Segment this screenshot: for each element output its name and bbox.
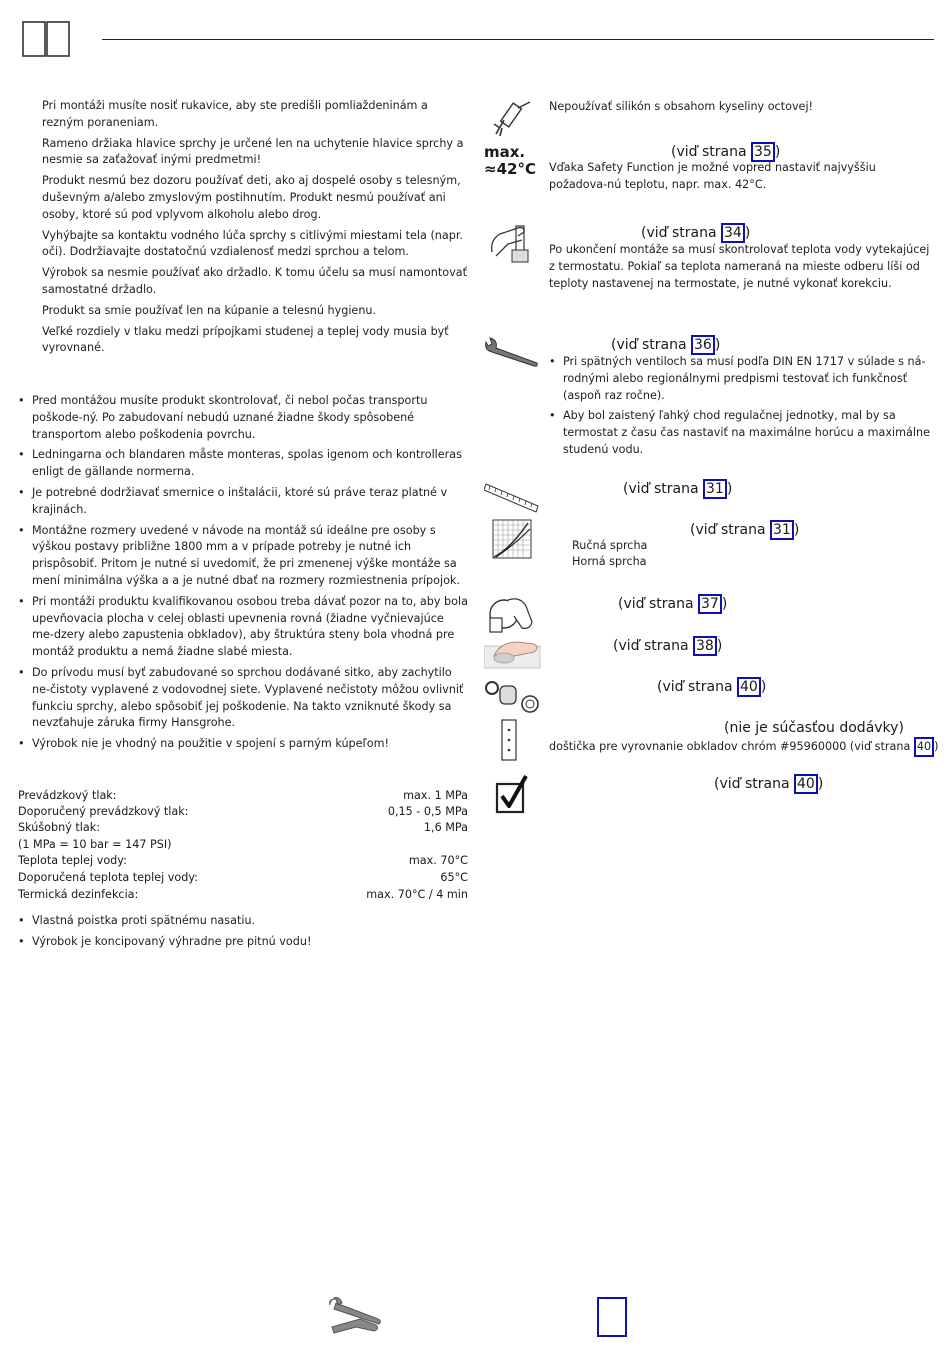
page-link-31b[interactable]: 31 bbox=[770, 520, 794, 540]
spec-label: Skúšobný tlak: bbox=[18, 821, 100, 834]
page-link-38[interactable]: 38 bbox=[693, 636, 717, 656]
spec-row bbox=[18, 870, 468, 887]
ref-prefix: (viď strana bbox=[690, 522, 770, 538]
safety-section bbox=[42, 98, 470, 357]
install-bullet: • Výrobok nie je vhodný na použitie v spojení s parným kúpeľom! bbox=[18, 736, 468, 753]
wrench-icon bbox=[482, 336, 540, 372]
flow-ref bbox=[690, 520, 799, 540]
install-bullet: • Do prívodu musí byť zabudované so sprchou dodávané sitko, aby zachytilo ne-čistoty vyplavené z vodovodnej siete. Vyplavené nečistoty môžou ovlivniť funkciu sprchy, alebo spôsobiť jej poškodenie. Na takto vzniknuté škody sa nevzťahuje záruka firmy Hansgrohe. bbox=[18, 665, 468, 732]
spec-label: Doporučený prevádzkový tlak: bbox=[18, 805, 189, 818]
install-bullet: • Ledningarna och blandaren måste monteras, spolas igenom och kontrolleras enligt de gällande normerna. bbox=[18, 447, 468, 481]
ref-suffix: ) bbox=[934, 740, 939, 753]
ref-prefix: (viď strana bbox=[657, 679, 737, 695]
service-ref bbox=[611, 335, 720, 355]
max-temp-icon bbox=[484, 144, 544, 182]
spec-row bbox=[18, 788, 468, 805]
safety-function-ref bbox=[671, 142, 780, 162]
safety-item: Produkt sa smie používať len na kúpanie a telesnú hygienu. bbox=[42, 303, 377, 317]
service-bullet: • Aby bol zaistený ľahký chod regulačnej jednotky, mal by sa termostat z času čas nastaviť na maximálne horúcu a maximálne studenú vodu. bbox=[549, 408, 937, 458]
spec-label: Prevádzkový tlak: bbox=[18, 789, 117, 802]
parts-ref bbox=[657, 677, 766, 697]
safety-function-text: Vďaka Safety Function je možné vopred nastaviť najvyššiu požadova-nú teplotu, napr. max. 42°C. bbox=[549, 161, 876, 191]
spec-row bbox=[18, 820, 468, 837]
ref-suffix: ) bbox=[726, 481, 733, 497]
spec-value: 0,15 - 0,5 MPa bbox=[387, 805, 468, 818]
spec-label: Doporučená teplota teplej vody: bbox=[18, 871, 198, 884]
spec-label: Termická dezinfekcia: bbox=[18, 888, 139, 901]
ref-suffix: ) bbox=[817, 776, 824, 792]
flow-diagram-icon bbox=[492, 519, 532, 559]
spec-value: max. 70°C bbox=[408, 854, 468, 867]
spec-label: Teplota teplej vody: bbox=[18, 854, 127, 867]
book-icon bbox=[22, 20, 70, 58]
spec-value: max. 1 MPa bbox=[403, 789, 468, 802]
footer-frame-icon bbox=[597, 1297, 627, 1337]
flow-item: Horná sprcha bbox=[572, 555, 647, 568]
spare-parts-icon bbox=[484, 678, 542, 714]
adjust-text: Po ukončení montáže sa musí skontrolovať teplota vody vytekajúcej z termostatu. Pokiaľ sa teplota nameraná na mieste odberu líši od teploty nastavenej na termostate, je nutné vykonať korekciu. bbox=[549, 243, 930, 290]
spec-notes bbox=[18, 913, 468, 951]
temp-label: ≈42°C bbox=[484, 160, 536, 178]
spec-row bbox=[18, 837, 468, 854]
hand-operation-icon bbox=[486, 592, 536, 636]
page-link-40a[interactable]: 40 bbox=[737, 677, 761, 697]
spec-value: 1,6 MPa bbox=[423, 821, 468, 834]
page-link-35[interactable]: 35 bbox=[751, 142, 775, 162]
page-link-37[interactable]: 37 bbox=[698, 594, 722, 614]
ref-suffix: ) bbox=[716, 638, 723, 654]
ref-prefix: (viď strana bbox=[623, 481, 703, 497]
spec-note: • Výrobok je koncipovaný výhradne pre pitnú vodu! bbox=[18, 934, 468, 951]
spec-row bbox=[18, 887, 468, 904]
ref-suffix: ) bbox=[793, 522, 800, 538]
ref-prefix: (viď strana bbox=[671, 144, 751, 160]
cleaning-ref bbox=[613, 636, 722, 656]
install-section bbox=[18, 393, 468, 753]
install-bullet: • Je potrebné dodržiavať smernice o inštalácii, ktoré sú práve teraz platné v krajinách. bbox=[18, 485, 468, 519]
spec-value: 65°C bbox=[440, 871, 468, 884]
page-link-34[interactable]: 34 bbox=[721, 223, 745, 243]
page-link-36[interactable]: 36 bbox=[691, 335, 715, 355]
safety-item: Veľké rozdiely v tlaku medzi prípojkami studenej a teplej vody musia byť vyrovnané. bbox=[42, 324, 449, 355]
ref-suffix: ) bbox=[721, 596, 728, 612]
spec-row bbox=[18, 804, 468, 821]
ref-prefix: (viď strana bbox=[613, 638, 693, 654]
spec-value: max. 70°C / 4 min bbox=[366, 888, 468, 901]
spec-row bbox=[18, 853, 468, 870]
tools-icon bbox=[326, 1297, 382, 1337]
silicone-gun-icon bbox=[490, 100, 536, 140]
header-rule bbox=[102, 39, 934, 40]
ref-suffix: ) bbox=[760, 679, 767, 695]
checkbox-icon bbox=[494, 774, 530, 814]
service-bullet: • Pri spätných ventiloch sa musí podľa DIN EN 1717 v súlade s ná-rodnými alebo regionálnymi predpismi testovať ich funkčnosť (aspoň raz ročne). bbox=[549, 354, 937, 404]
ref-suffix: ) bbox=[744, 225, 751, 241]
dimensions-ref bbox=[623, 479, 732, 499]
page-link-40b[interactable]: 40 bbox=[914, 737, 934, 757]
page-link-31a[interactable]: 31 bbox=[703, 479, 727, 499]
install-bullet: • Montážne rozmery uvedené v návode na montáž sú ideálne pre osoby s výškou postavy približne 1800 mm a v prípade potreby je nutné ich prispôsobiť. Pritom je nutné si uvedomiť, že pri zmenenej výške montáže sa mení minimálna výška a a je nutné dbať na rozmery rozmiestnenia prípojok. bbox=[18, 523, 468, 590]
spec-label: (1 MPa = 10 bar = 147 PSI) bbox=[18, 838, 172, 851]
safety-item: Rameno držiaka hlavice sprchy je určené len na uchytenie hlavice sprchy a nesmie sa zaťažovať inými predmetmi! bbox=[42, 136, 464, 167]
safety-item: Výrobok sa nesmie používať ako držadlo. K tomu účelu sa musí namontovať samostatné držadlo. bbox=[42, 266, 467, 296]
ref-prefix: (viď strana bbox=[714, 776, 794, 792]
max-label: max. bbox=[484, 143, 526, 161]
ref-suffix: ) bbox=[774, 144, 781, 160]
ref-prefix: (viď strana bbox=[618, 596, 698, 612]
adjust-ref bbox=[641, 223, 750, 243]
thermometer-hand-icon bbox=[488, 222, 538, 266]
ref-suffix: ) bbox=[714, 337, 721, 353]
install-bullet: • Pred montážou musíte produkt skontrolovať, či nebol počas transportu poškode-ný. Po zabudovaní nebudú uznané žiadne škody spôsobené transportom alebo poškodenia povrchu. bbox=[18, 393, 468, 443]
accessory-text bbox=[549, 737, 938, 757]
cleaning-hand-icon bbox=[484, 634, 542, 670]
ruler-icon bbox=[484, 478, 540, 514]
safety-item: Pri montáži musíte nosiť rukavice, aby ste predišli pomliaždeninám a rezným poraneniam. bbox=[42, 99, 428, 129]
silicone-warning: Nepoužívať silikón s obsahom kyseliny octovej! bbox=[549, 100, 814, 113]
test-ref bbox=[714, 774, 823, 794]
service-bullets bbox=[549, 354, 937, 459]
page-link-40c[interactable]: 40 bbox=[794, 774, 818, 794]
safety-item: Produkt nesmú bez dozoru používať deti, ako aj dospelé osoby s telesným, duševným a/alebo zmyslovým postihnutím. Produkt nesmú používať ani osoby, ktoré sú pod vplyvom alkoholu alebo drog. bbox=[42, 174, 461, 221]
accessory-text-prefix: doštička pre vyrovnanie obkladov chróm #95960000 (viď strana bbox=[549, 740, 914, 753]
ref-prefix: (viď strana bbox=[611, 337, 691, 353]
flow-item: Ručná sprcha bbox=[572, 539, 648, 552]
safety-item: Vyhýbajte sa kontaktu vodného lúča sprchy s citlivými miestami tela (napr. oči). Dodržiavajte dostatočnú vzdialenosť medzi sprchou a telom. bbox=[42, 228, 463, 259]
accessory-note: (nie je súčasťou dodávky) bbox=[724, 720, 904, 736]
ref-prefix: (viď strana bbox=[641, 225, 721, 241]
install-bullet: • Pri montáži produktu kvalifikovanou osobou treba dávať pozor na to, aby bola upevňovacia plocha v celej oblasti upevnenia rovná (žiadne vyčnievajúce me-dzery alebo zapustenia obkladov), aby štruktúra steny bola vhodná pre montáž produktu a nemá žiadne slabé miesta. bbox=[18, 594, 468, 661]
spec-note: • Vlastná poistka proti spätnému nasatiu. bbox=[18, 913, 468, 930]
accessory-plate-icon bbox=[498, 718, 520, 762]
operation-ref bbox=[618, 594, 727, 614]
